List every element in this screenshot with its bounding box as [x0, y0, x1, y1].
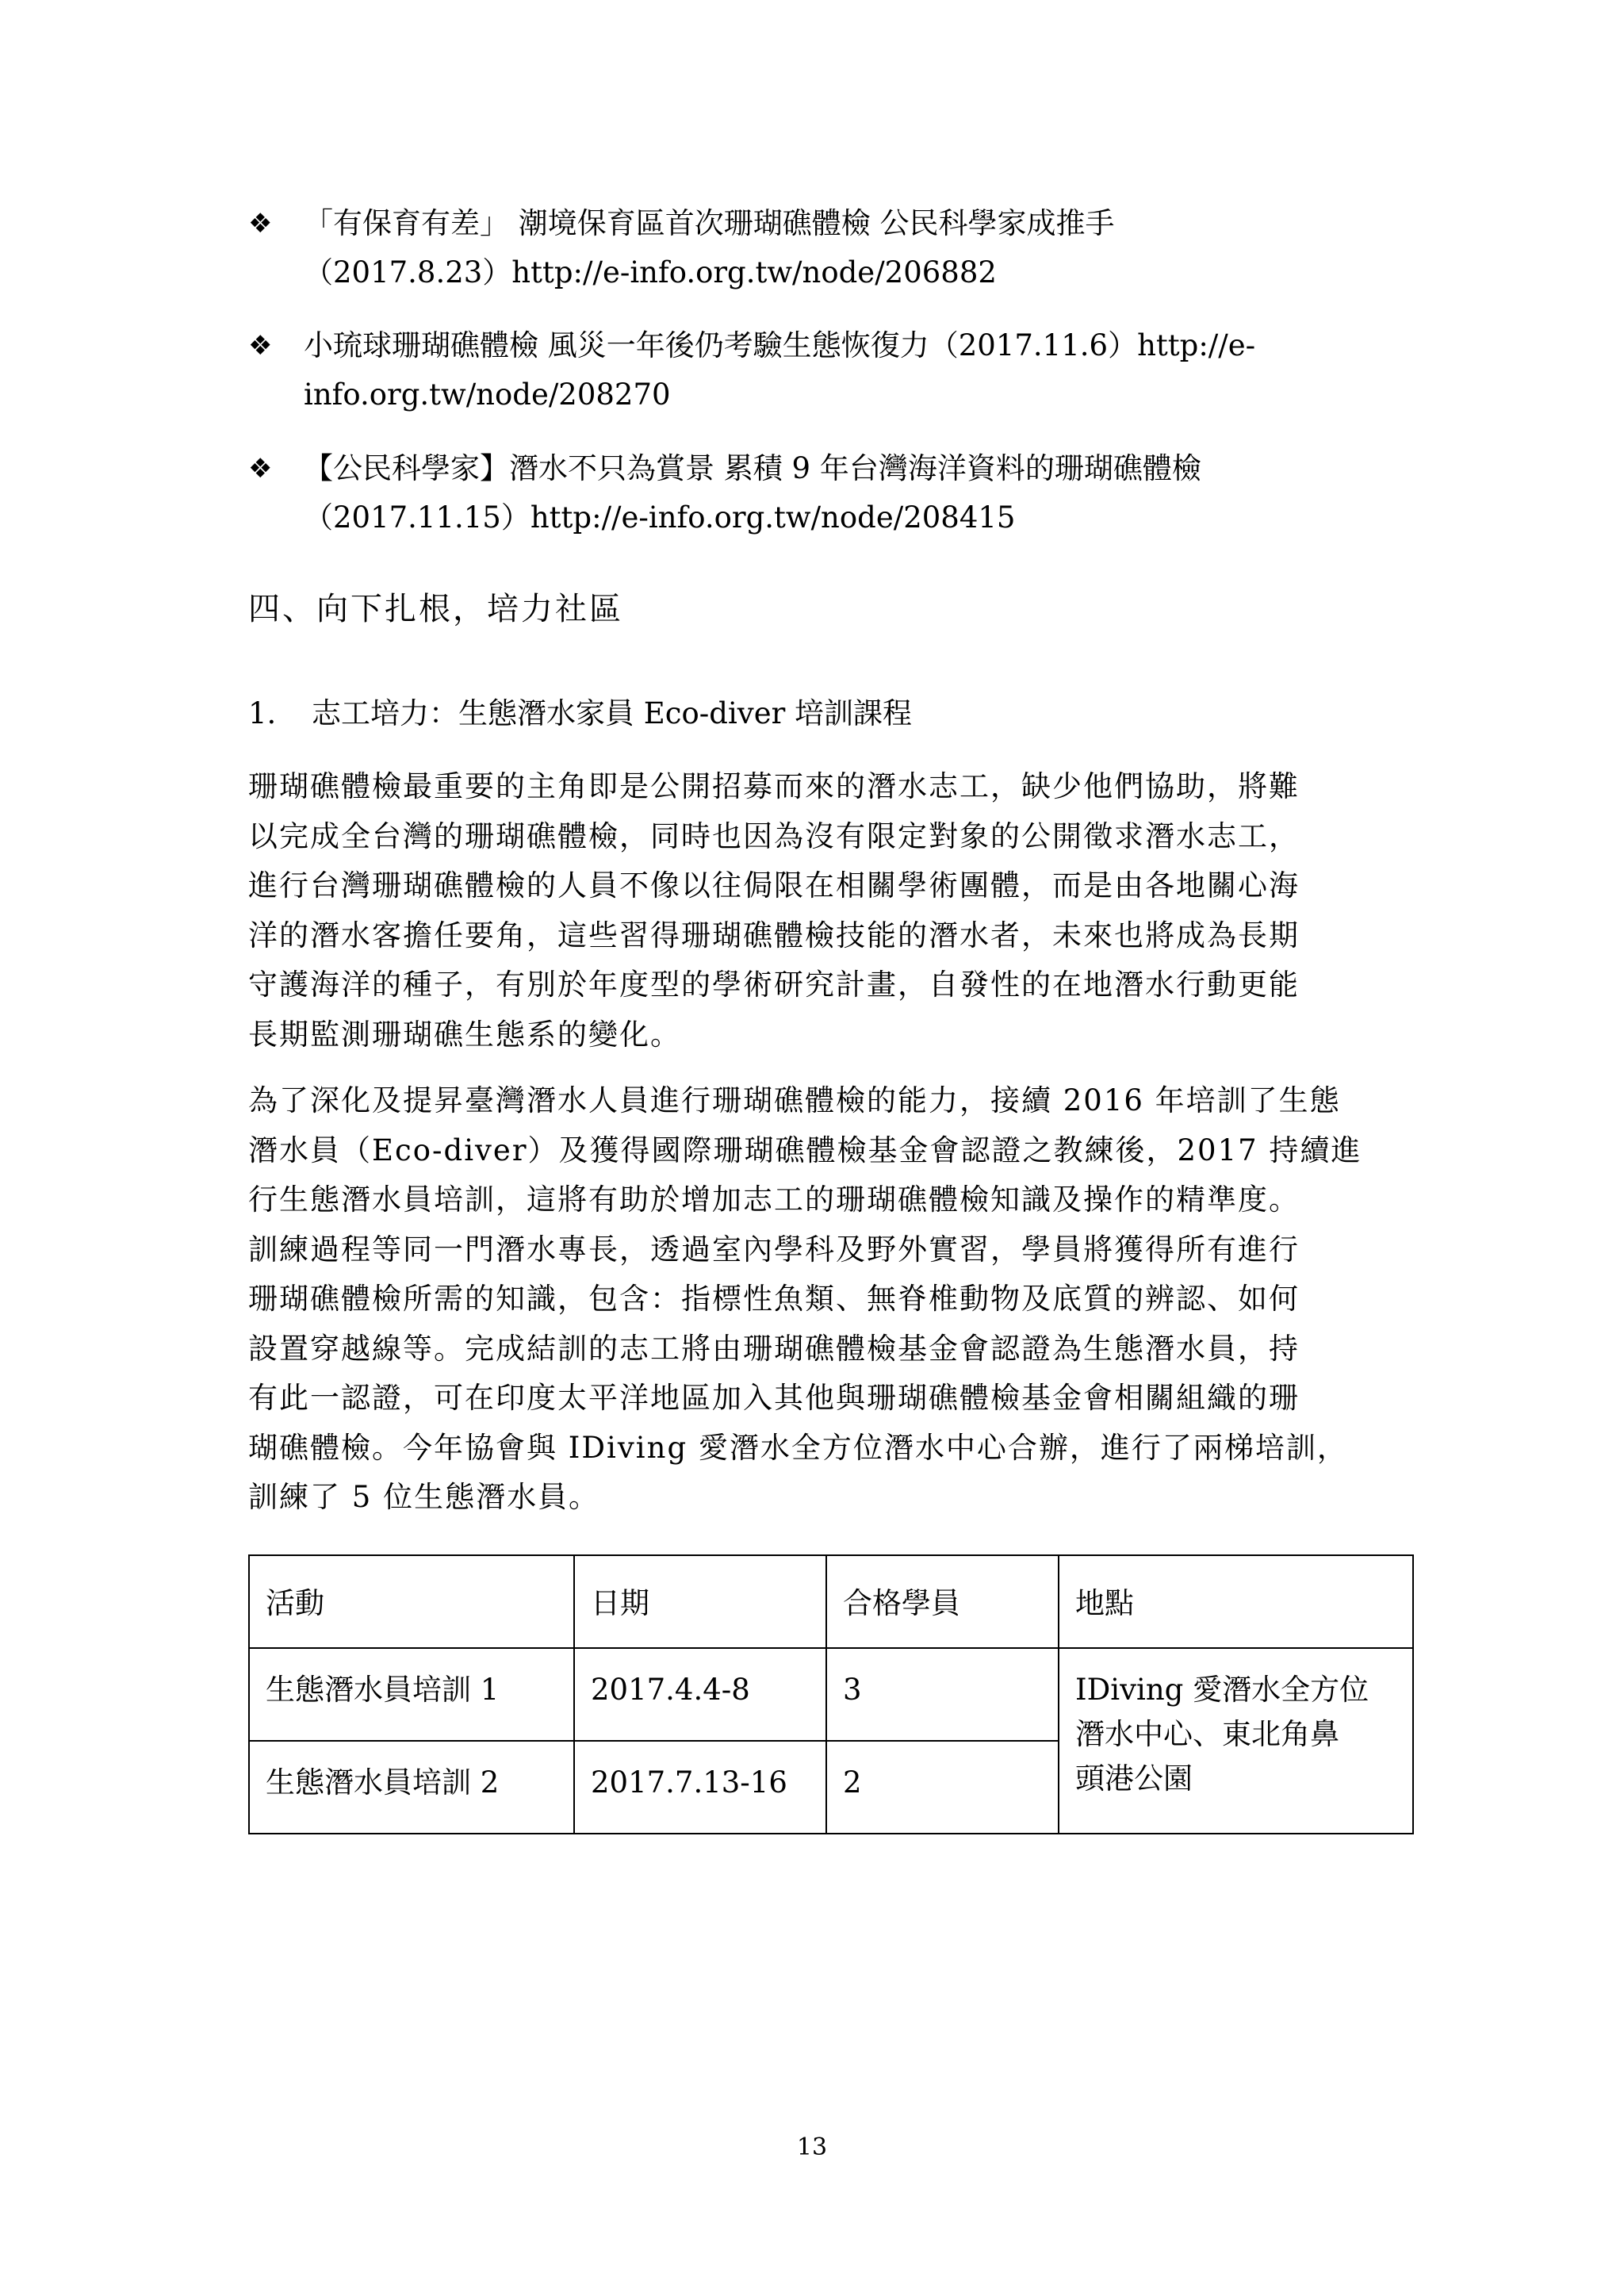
diamond-bullet-icon: ❖ — [248, 330, 273, 362]
header-qualified: 合格學員 — [826, 1555, 1059, 1648]
cell-activity: 生態潛水員培訓 1 — [249, 1648, 574, 1741]
paragraph-line: 訓練了 5 位生態潛水員。 — [248, 1480, 600, 1514]
paragraph-line: 守護海洋的種子，有別於年度型的學術研究計畫，自發性的在地潛水行動更能 — [248, 968, 1300, 1002]
cell-date: 2017.4.4-8 — [574, 1648, 826, 1741]
cell-qualified: 2 — [826, 1741, 1059, 1834]
paragraph-line: 長期監測珊瑚礁生態系的變化。 — [248, 1017, 681, 1052]
section-heading: 四、向下扎根，培力社區 — [248, 591, 623, 627]
cell-qualified: 3 — [826, 1648, 1059, 1741]
cell-date: 2017.7.13-16 — [574, 1741, 826, 1834]
paragraph-training — [248, 1076, 1378, 1523]
header-date: 日期 — [574, 1555, 826, 1648]
news-title: 小琉球珊瑚礁體檢 風災一年後仍考驗生態恢復力（2017.11.6）http://e- — [304, 328, 1256, 362]
paragraph-line: 瑚礁體檢。今年協會與 IDiving 愛潛水全方位潛水中心合辦，進行了兩梯培訓， — [248, 1430, 1348, 1465]
paragraph-line: 為了深化及提昇臺灣潛水人員進行珊瑚礁體檢的能力，接續 2016 年培訓了生態 — [248, 1083, 1341, 1117]
table-row — [249, 1648, 1413, 1741]
location-line: 潛水中心、東北角鼻 — [1075, 1717, 1339, 1751]
news-link-item — [248, 444, 1374, 542]
paragraph-line: 珊瑚礁體檢所需的知識，包含：指標性魚類、無脊椎動物及底質的辨認、如何 — [248, 1282, 1300, 1316]
training-table — [248, 1554, 1414, 1834]
diamond-bullet-icon: ❖ — [248, 453, 273, 485]
paragraph-line: 訓練過程等同一門潛水專長，透過室內學科及野外實習，學員將獲得所有進行 — [248, 1232, 1300, 1267]
paragraph-line: 洋的潛水客擔任要角，這些習得珊瑚礁體檢技能的潛水者，未來也將成為長期 — [248, 918, 1300, 953]
news-link[interactable]: info.org.tw/node/208270 — [304, 378, 671, 412]
news-link-item — [248, 199, 1374, 297]
paragraph-line: 珊瑚礁體檢最重要的主角即是公開招募而來的潛水志工，缺少他們協助，將難 — [248, 769, 1300, 803]
location-line: 頭港公園 — [1075, 1761, 1193, 1796]
header-location: 地點 — [1059, 1555, 1413, 1648]
paragraph-line: 進行台灣珊瑚礁體檢的人員不像以往侷限在相關學術團體，而是由各地關心海 — [248, 868, 1300, 903]
subsection-heading — [248, 690, 912, 738]
news-title: 【公民科學家】潛水不只為賞景 累積 9 年台灣海洋資料的珊瑚礁體檢 — [304, 451, 1201, 485]
table-header-row — [249, 1555, 1413, 1648]
news-title: 「有保育有差」 潮境保育區首次珊瑚礁體檢 公民科學家成推手 — [304, 206, 1115, 240]
paragraph-line: 潛水員（Eco-diver）及獲得國際珊瑚礁體檢基金會認證之教練後，2017 持續進 — [248, 1133, 1362, 1167]
page-number: 13 — [796, 2133, 828, 2161]
paragraph-line: 以完成全台灣的珊瑚礁體檢，同時也因為沒有限定對象的公開徵求潛水志工， — [248, 818, 1300, 853]
diamond-bullet-icon: ❖ — [248, 208, 273, 240]
paragraph-line: 設置穿越線等。完成結訓的志工將由珊瑚礁體檢基金會認證為生態潛水員，持 — [248, 1331, 1300, 1366]
cell-location — [1059, 1648, 1413, 1834]
header-activity: 活動 — [249, 1555, 574, 1648]
subsection-number: 1. — [248, 696, 277, 730]
news-link-item — [248, 321, 1374, 420]
location-line: IDiving 愛潛水全方位 — [1075, 1673, 1369, 1707]
news-link[interactable]: （2017.8.23）http://e-info.org.tw/node/206882 — [304, 255, 997, 289]
news-link[interactable]: （2017.11.15）http://e-info.org.tw/node/208415 — [304, 500, 1016, 535]
paragraph-line: 行生態潛水員培訓，這將有助於增加志工的珊瑚礁體檢知識及操作的精準度。 — [248, 1182, 1300, 1217]
paragraph-volunteers — [248, 762, 1378, 1060]
paragraph-line: 有此一認證，可在印度太平洋地區加入其他與珊瑚礁體檢基金會相關組織的珊 — [248, 1381, 1300, 1415]
subsection-title: 志工培力：生態潛水家員 Eco-diver 培訓課程 — [312, 696, 913, 730]
cell-activity: 生態潛水員培訓 2 — [249, 1741, 574, 1834]
